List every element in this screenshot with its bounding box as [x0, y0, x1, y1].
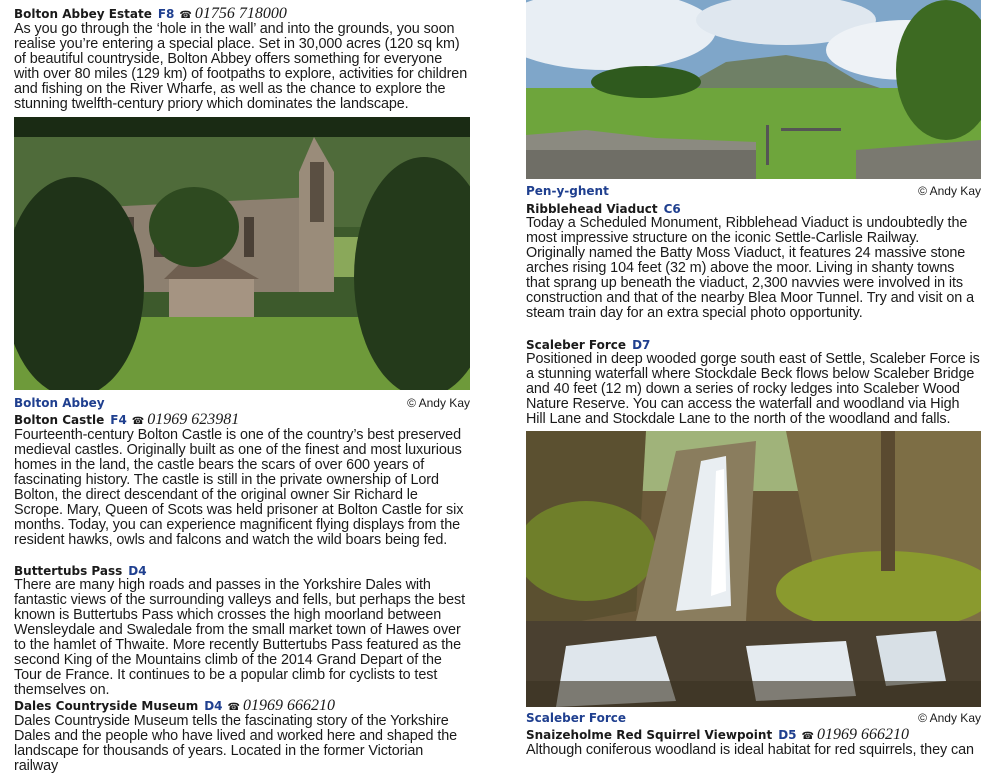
phone-number: 01969 666210 — [243, 697, 335, 714]
phone-icon: ☎ — [179, 10, 192, 21]
caption-title: Bolton Abbey — [14, 396, 105, 410]
photo-caption — [526, 710, 981, 726]
phone-number: 01969 666210 — [816, 726, 909, 743]
entry-description: Dales Countryside Museum tells the fascinating story of the Yorkshire Dales and the people who have lived and worked here and shaped the landscape for thousands of years. Located in the former Victorian railway — [14, 713, 458, 774]
phone-number: 01756 718000 — [194, 5, 287, 22]
grid-reference: C6 — [663, 202, 681, 216]
entry-description: There are many high roads and passes in the Yorkshire Dales with fantastic views of the surrounding valleys and fells, but perhaps the best known is Buttertubs Pass which crosses the high moorland between Wensleydale and Swaledale from the small market town of Hawes over to the hamlet of Thwaite. More recently Buttertubs Pass featured as the second King of the Mountains climb of the 2014 Grand Depart of the Tour de France. It continues to be a popular climb for cyclists to test themselves on. — [14, 577, 465, 698]
photo-caption — [526, 183, 981, 199]
entry-title: Ribblehead Viaduct — [526, 202, 658, 216]
entry-description: Although coniferous woodland is ideal habitat for red squirrels, they can — [526, 742, 974, 758]
caption-title: Pen-y-ghent — [526, 184, 609, 198]
pen-y-ghent-photo — [526, 0, 981, 179]
phone-icon: ☎ — [801, 731, 814, 742]
photo-caption — [14, 395, 470, 411]
grid-reference: D7 — [632, 338, 651, 352]
phone-icon: ☎ — [131, 416, 145, 427]
bolton-abbey-image — [14, 117, 470, 390]
grid-reference: D5 — [778, 728, 797, 742]
entry-title: Snaizeholme Red Squirrel Viewpoint — [526, 728, 773, 742]
phone-number: 01969 623981 — [147, 411, 240, 428]
entry-title: Dales Countryside Museum — [14, 699, 199, 713]
pen-y-ghent-image — [526, 0, 981, 179]
entry-title: Scaleber Force — [526, 338, 627, 352]
scaleber-force-image — [526, 431, 981, 707]
grid-reference: F8 — [157, 7, 175, 21]
bolton-abbey-photo — [14, 117, 470, 390]
entry-description: Fourteenth-century Bolton Castle is one of the country’s best preserved medieval castles. Originally built as one of the finest and most luxurious homes in the land, the castle bears the scars of over 600 years of fascinating history. The castle is still in the private ownership of Lord Bolton, the direct descendant of the original owner Sir Richard le Scrope. Mary, Queen of Scots was held prisoner at Bolton Castle for six months. Today, you can experience magnificent flying displays from the resident hawks, owls and falcons and watch the wild boars being fed. — [14, 427, 464, 548]
entry-title: Buttertubs Pass — [14, 564, 123, 578]
photo-credit: © Andy Kay — [918, 184, 981, 198]
photo-credit: © Andy Kay — [407, 396, 470, 410]
entry-title: Bolton Abbey Estate — [14, 7, 152, 21]
grid-reference: D4 — [204, 699, 223, 713]
entry-description: Today a Scheduled Monument, Ribblehead Viaduct is undoubtedly the most impressive structure on the iconic Settle-Carlisle Railway. Originally named the Batty Moss Viaduct, it features 24 massive stone arches rising 104 feet (32 m) above the moor. Living in shanty towns that sprang up beneath the viaduct, 2,300 navvies were involved in its construction and that of the nearby Blea Moor Tunnel. Try and visit on a steam train day for an extra special photo opportunity. — [526, 215, 974, 321]
photo-credit: © Andy Kay — [918, 711, 981, 725]
phone-icon: ☎ — [227, 702, 240, 713]
entry-description: Positioned in deep wooded gorge south east of Settle, Scaleber Force is a stunning waterfall where Stockdale Beck flows below Scaleber Bridge and 40 feet (12 m) down a series of rocky ledges into Scaleber Wood Nature Reserve. You can access the waterfall and woodland via High Hill Lane and Stockdale Lane to the north of the woodland and falls. — [526, 351, 980, 427]
scaleber-force-photo — [526, 431, 981, 707]
grid-reference: D4 — [128, 564, 147, 578]
caption-title: Scaleber Force — [526, 711, 627, 725]
grid-reference: F4 — [110, 413, 127, 427]
entry-description: As you go through the ‘hole in the wall’ and into the grounds, you soon realise you’re entering a special place. Set in 30,000 acres (120 sq km) of beautiful countryside, Bolton Abbey offers something for everyone with over 80 miles (129 km) of footpaths to explore, activities for children and fishing on the River Wharfe, as well as the chance to explore the stunning twelfth-century priory which dominates the landscape. — [14, 21, 468, 112]
entry-title: Bolton Castle — [14, 413, 105, 427]
